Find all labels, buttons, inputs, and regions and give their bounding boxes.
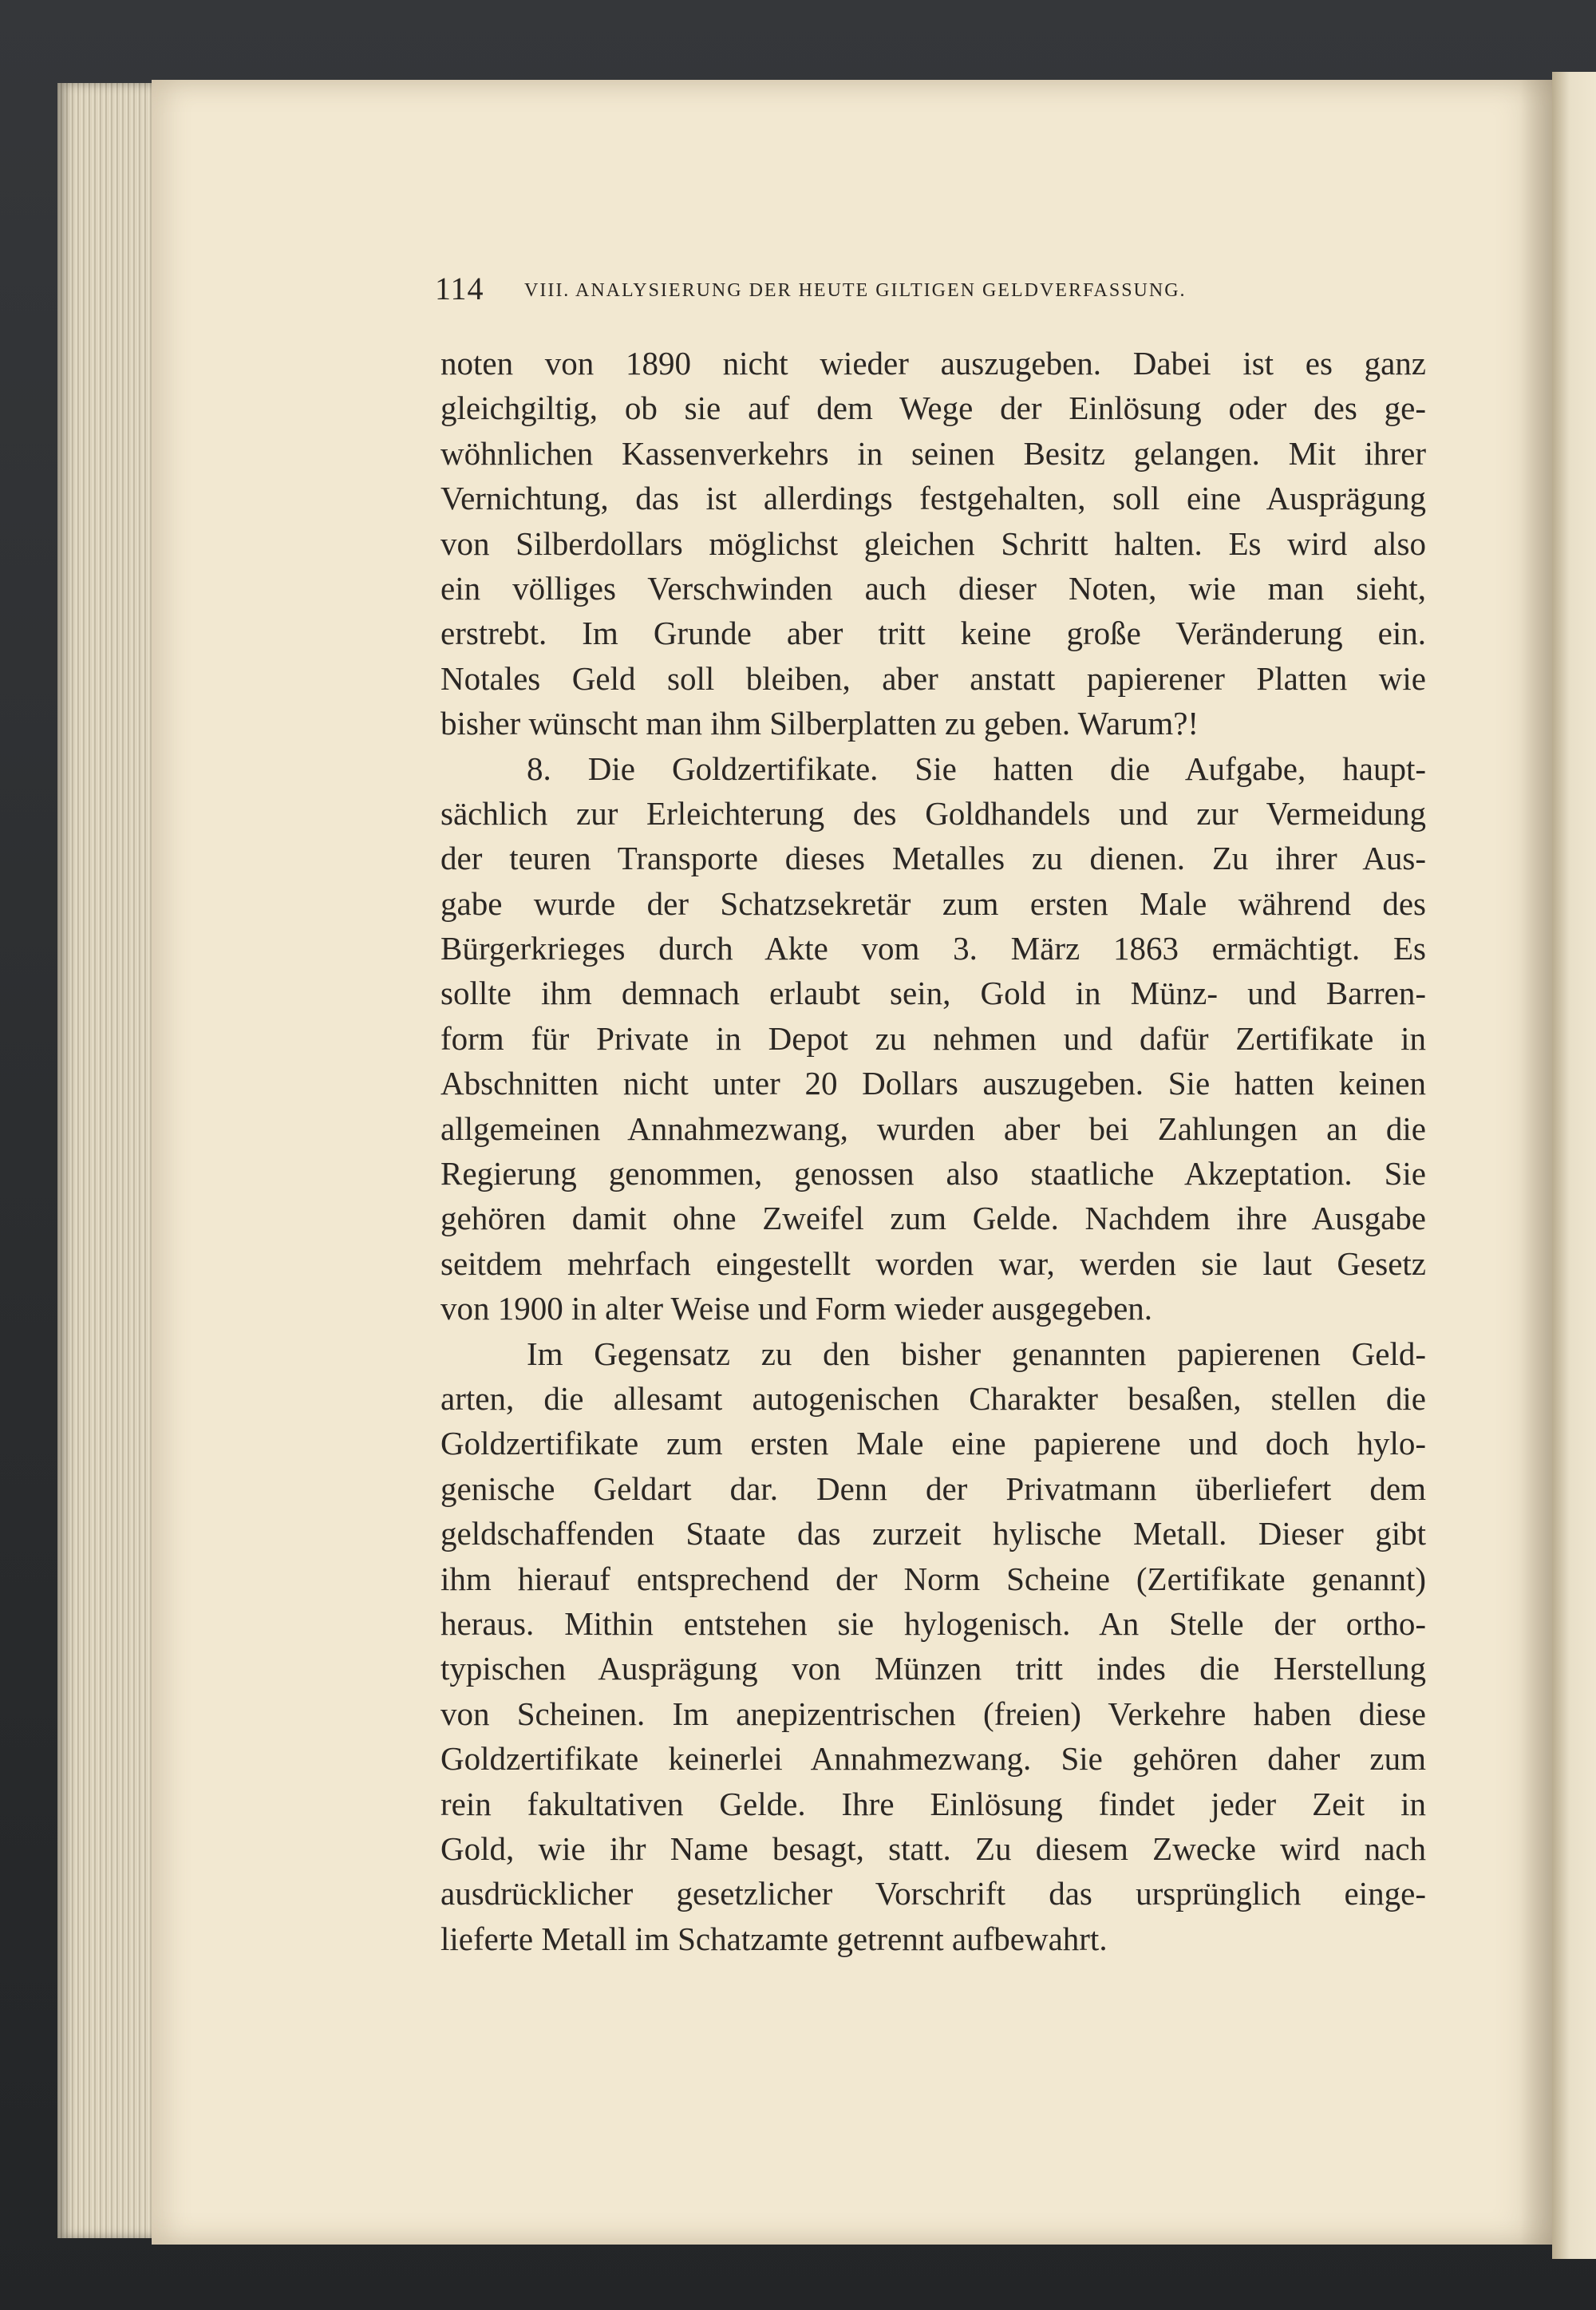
text-line: Goldzertifikate keinerlei Annahmezwang. Sie gehören daher zum [440,1740,1426,1778]
section-heading-line: 8. Die Goldzertifikate. Sie hatten die Aufgabe, haupt- [527,750,1426,787]
text-line: allgemeinen Annahmezwang, wurden aber bei Zahlungen an die [440,1110,1426,1147]
text-line: Goldzertifikate zum ersten Male eine papierene und doch hylo- [440,1425,1426,1462]
text-line: arten, die allesamt autogenischen Charakter besaßen, stellen die [440,1379,1426,1417]
text-line: form für Private in Depot zu nehmen und dafür Zertifikate in [440,1019,1426,1057]
text-line: ihm hierauf entsprechend der Norm Scheine (Zertifikate genannt) [440,1560,1426,1597]
text-line: Bürgerkrieges durch Akte vom 3. März 1863 ermächtigt. Es [440,930,1426,967]
text-line: wöhnlichen Kassenverkehrs in seinen Besitz gelangen. Mit ihrer [440,434,1426,472]
text-line: Gold, wie ihr Name besagt, statt. Zu diesem Zwecke wird nach [440,1829,1426,1867]
text-line: bisher wünscht man ihm Silberplatten zu geben. Warum?! [440,705,1199,742]
facing-page-edge [1552,72,1596,2259]
text-line: erstrebt. Im Grunde aber tritt keine große Veränderung ein. [440,615,1426,652]
text-line: seitdem mehrfach eingestellt worden war, werden sie laut Gesetz [440,1244,1426,1282]
text-line: Regierung genommen, genossen also staatliche Akzeptation. Sie [440,1155,1426,1193]
page-number: 114 [435,271,484,307]
text-line: Notales Geld soll bleiben, aber anstatt papierener Platten wie [440,659,1426,697]
text-line: von Silberdollars möglichst gleichen Schritt halten. Es wird also [440,524,1426,562]
body-text [440,341,1426,1961]
text-line: sächlich zur Erleichterung des Goldhandels und zur Vermeidung [440,794,1426,832]
text-line: von Scheinen. Im anepizentrischen (freien) Verkehre haben diese [440,1695,1426,1732]
text-line: ausdrücklicher gesetzlicher Vorschrift das ursprünglich einge- [440,1875,1426,1912]
text-line: von 1900 in alter Weise und Form wieder ausgegeben. [440,1290,1153,1327]
text-line: gabe wurde der Schatzsekretär zum ersten Male während des [440,884,1426,922]
text-line: sollte ihm demnach erlaubt sein, Gold in Münz- und Barren- [440,975,1426,1012]
text-line: heraus. Mithin entstehen sie hylogenisch. An Stelle der ortho- [440,1604,1426,1642]
text-line: lieferte Metall im Schatzamte getrennt aufbewahrt. [440,1920,1108,1957]
text-line: geldschaffenden Staate das zurzeit hylische Metall. Dieser gibt [440,1515,1426,1553]
text-line: genische Geldart dar. Denn der Privatmann überliefert dem [440,1469,1426,1507]
text-line: gleichgiltig, ob sie auf dem Wege der Einlösung oder des ge- [440,390,1426,427]
text-line: rein fakultativen Gelde. Ihre Einlösung findet jeder Zeit in [440,1785,1426,1822]
running-head [435,270,1353,318]
text-line: gehören damit ohne Zweifel zum Gelde. Nachdem ihre Ausgabe [440,1200,1426,1237]
text-line: Abschnitten nicht unter 20 Dollars auszugeben. Sie hatten keinen [440,1065,1426,1102]
paragraph-start-line: Im Gegensatz zu den bisher genannten papierenen Geld- [527,1335,1426,1372]
chapter-title: VIII. ANALYSIERUNG DER HEUTE GILTIGEN GELDVERFASSUNG. [524,280,1187,301]
text-line: typischen Ausprägung von Münzen tritt indes die Herstellung [440,1650,1426,1687]
text-line: ein völliges Verschwinden auch dieser Noten, wie man sieht, [440,569,1426,607]
text-line: noten von 1890 nicht wieder auszugeben. Dabei ist es ganz [440,345,1426,382]
text-line: Vernichtung, das ist allerdings festgehalten, soll eine Ausprägung [440,480,1426,517]
text-line: der teuren Transporte dieses Metalles zu dienen. Zu ihrer Aus- [440,840,1426,877]
